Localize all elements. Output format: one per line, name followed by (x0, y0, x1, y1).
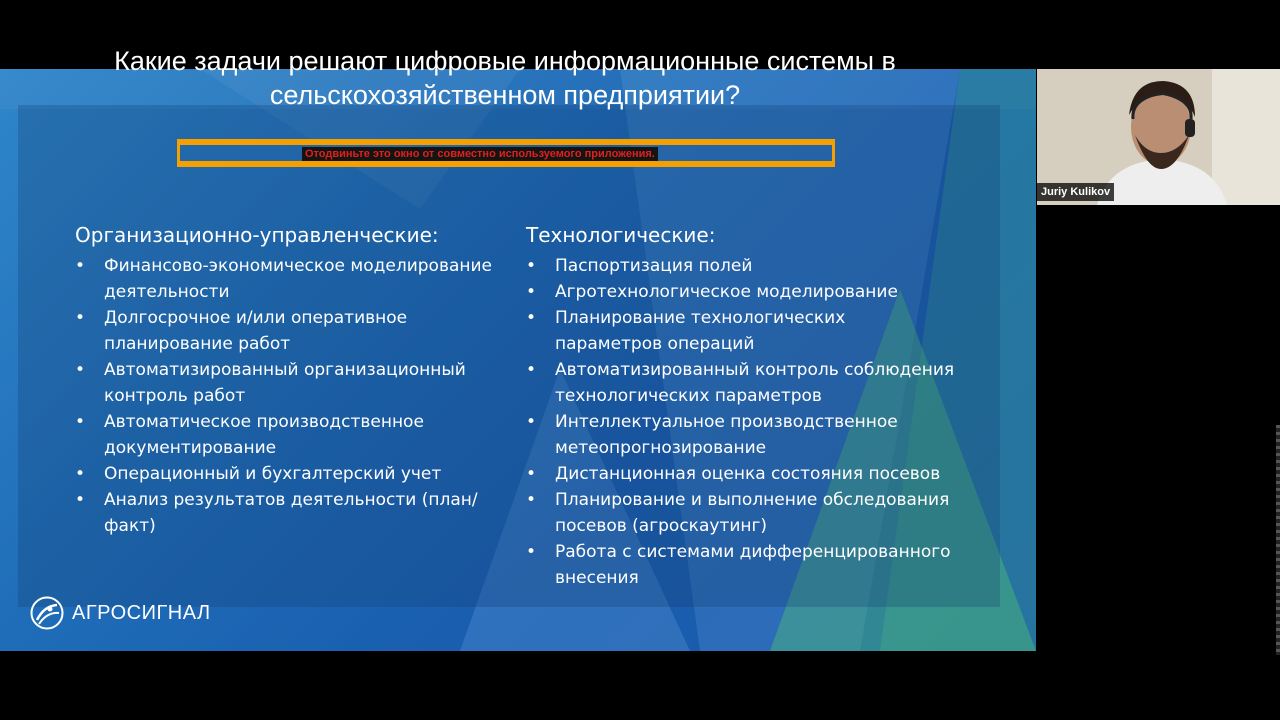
agrosignal-logo (30, 596, 211, 630)
right-column-heading: Технологические: (526, 223, 716, 247)
list-item: • Операционный и бухгалтерский учет (75, 461, 495, 487)
agrosignal-logo-text: АГРОСИГНАЛ (72, 601, 211, 624)
list-item: • Работа с системами дифференцированного внесения (526, 539, 956, 591)
screen-share-warning-frame (177, 139, 835, 167)
list-item: • Финансово-экономическое моделирование деятельности (75, 253, 495, 305)
list-item: • Интеллектуальное производственное метеопрогнозирование (526, 409, 956, 461)
list-item: • Дистанционная оценка состояния посевов (526, 461, 956, 487)
slide-title-line1: Какие задачи решают цифровые информационные системы в (114, 46, 896, 76)
list-item: • Автоматизированный контроль соблюдения технологических параметров (526, 357, 956, 409)
list-item: • Долгосрочное и/или оперативное планирование работ (75, 305, 495, 357)
left-column-heading: Организационно-управленческие: (75, 223, 439, 247)
list-item: • Автоматизированный организационный контроль работ (75, 357, 495, 409)
left-column (75, 221, 495, 539)
screen-share-warning-text: Отодвиньте это окно от совместно используемого приложения. (302, 147, 658, 161)
list-item: • Автоматическое производственное документирование (75, 409, 495, 461)
right-column-list (526, 253, 956, 591)
list-item: • Анализ результатов деятельности (план/факт) (75, 487, 495, 539)
left-column-list (75, 253, 495, 539)
slide-title-line2: сельскохозяйственном предприятии? (269, 80, 741, 110)
edge-scroll-marker (1276, 425, 1280, 655)
participant-name-label: Juriy Kulikov (1037, 183, 1114, 201)
agrosignal-logo-icon (30, 596, 64, 630)
list-item: • Агротехнологическое моделирование (526, 279, 956, 305)
list-item: • Планирование и выполнение обследования посевов (агроскаутинг) (526, 487, 956, 539)
list-item: • Планирование технологических параметров операций (526, 305, 956, 357)
slide-title (60, 44, 950, 112)
right-column (526, 221, 956, 591)
list-item: • Паспортизация полей (526, 253, 956, 279)
